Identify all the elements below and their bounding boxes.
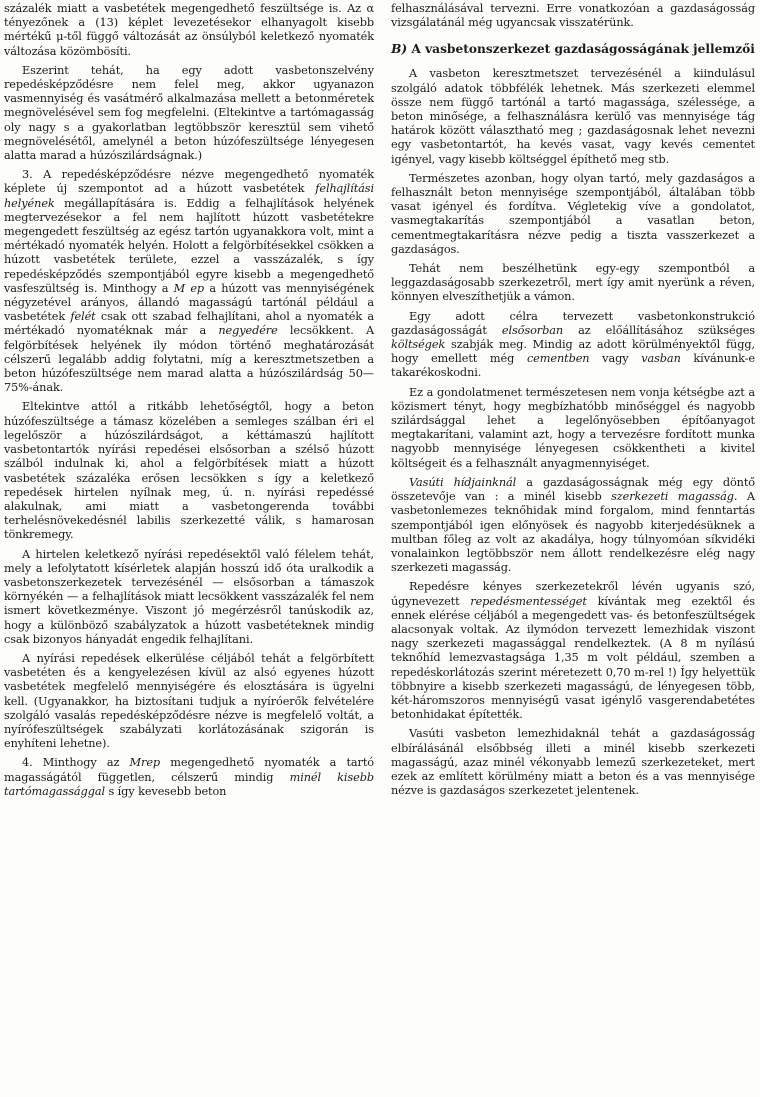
text-run: vagy (589, 352, 642, 366)
text-run: 4. Minthogy az (22, 756, 130, 770)
text-run: megállapítására is. Eddig a felhajlítások helyének megtervezésekor a fel nem hajlított húzott vasbetétekre megengedett feszültség az egész tartón ugyanakkora volt, mint a mértékadó nyomaték helyén. Holott a felgörbítésekkel csökken a húzott vasbetétek területe, ezzel a vasszázalék, s így repedésképződés szempontjából egyre kisebb a megengedhető vasfeszültség is. Minthogy a (4, 196, 374, 295)
paragraph: Tehát nem beszélhetünk egy-egy szempontból a leggazdaságosabb szerkezetről, mert így amit nyerünk a réven, könnyen elveszíthetjük a vámon. (391, 262, 755, 304)
paragraph: felhasználásával tervezni. Erre vonatkozóan a gazdaságosság vizsgálatánál még ugyancsak visszatérünk. (391, 2, 755, 30)
paragraph: A hirtelen keletkező nyírási repedésektől való félelem tehát, mely a lefolytatott kísérletek alapján hosszú idő óta uralkodik a vasbetonszerkezetek tervezésénél — elsősorban a támaszok környékén — a felhajlítások miatt lecsökkent vasszázalék fel nem ismert következménye. Viszont jó megérzésről tanúskodik az, hogy a különböző szabályzatok a húzott vasbetéteknek mindig csak bizonyos hányadát engedik felhajlítani. (4, 547, 374, 646)
emphasis: cementben (526, 352, 590, 366)
emphasis: repedésmentességet (470, 594, 587, 608)
text-run: a gazdaságosságnak még egy döntő összetevője van : a minél kisebb (391, 475, 755, 504)
paragraph (4, 168, 374, 395)
text-run: csak ott szabad felhajlítani, ahol a nyomaték a mértékadó nyomatéknak már a (4, 310, 375, 338)
text-run: A vasbetonlemezes teknőhidak mind forgalom, mind fenntartás szempontjából igen előnyösek és nagyobb kiterjedésüknek a multban főleg az volt az akadálya, hogy túlnyomóan síkvidéki vonalainkon legtöbbször nem állott rendelkezésre elég nagy szerkezeti magasság. (391, 490, 755, 575)
text-run: 3. A repedésképződésre nézve megengedhető nyomaték képlete új szempontot ad a húzott vasbetétek (4, 168, 374, 196)
text-run: Egy adott célra tervezett vasbetonkonstrukció gazdaságosságát (391, 309, 755, 337)
emphasis: negyedére (218, 324, 278, 338)
emphasis: Vasúti hídjainknál (409, 475, 517, 489)
text-run: Repedésre kényes szerkezetekről lévén ugyanis szó, úgynevezett (391, 580, 755, 608)
emphasis: szerkezeti magasság. (611, 490, 738, 504)
section-heading (391, 42, 755, 57)
paragraph: Eltekintve attól a ritkább lehetőségtől, hogy a beton húzófeszültsége a támasz közelében a semleges szálban éri el legelőször a húzószilárdságot, a kéttámaszú hajlított vasbetontartók nyírási repedései elsősorban a szélső húzott szálból indulnak ki, ahol a felgörbítések miatt a húzott vasbetétek százaléka erősen lecsökken s így a keletkező repedések hirtelen nyílnak meg, ú. n. nyírási repedéssé alakulnak, ami miatt a vasbetongerenda további terhelésnövekedésnél labilis szerkezetté válik, s hamarosan tönkremegy. (4, 400, 374, 542)
text-run: kívánunk-e takarékoskodni. (391, 352, 755, 380)
emphasis: vasban (641, 352, 681, 366)
paragraph (391, 310, 755, 381)
paragraph: Ez a gondolatmenet természetesen nem vonja kétségbe azt a közismert tényt, hogy megbízhatóbb minőséggel és nagyobb szilárdsággal lehet a legelőnyösebben építőanyagot megtakarítani, valamint azt, hogy a tervezésre fordított munka nagyobb mennyisége lényegesen csökkentheti a kivitel költségeit és a felhasznált anyagmennyiséget. (391, 385, 755, 470)
text-run: a húzott vas mennyiségének négyzetével arányos, állandó magasságú tartónál például a vasbetétek (4, 281, 374, 324)
right-column (391, 2, 755, 803)
text-run: s így kevesebb beton (104, 784, 227, 798)
emphasis: minél kisebb tartómagassággal (4, 770, 374, 798)
heading-text: A vasbetonszerkezet gazdaságosságának jellemzői (411, 42, 755, 57)
paragraph: Természetes azonban, hogy olyan tartó, mely gazdaságos a felhasznált beton mennyisége szempontjából, általában több vasat igényel és fordítva. Végletekig víve a gondolatot, vasmegtakarítás szempontjából a vasatlan beton, cementmegtakarításra nézve pedig a tiszta vasszerkezet a gazdaságos. (391, 171, 755, 256)
left-column (4, 2, 374, 804)
paragraph: százalék miatt a vasbetétek megengedhető feszültsége is. Az α tényezőnek a (13) képlet levezetésekor elhanyagolt kisebb mértékű μ-től függő változását az önsúlyból keletkező nyomaték változása közömbösíti. (4, 2, 374, 58)
paragraph (391, 476, 755, 575)
emphasis: felét (70, 310, 96, 324)
emphasis: M ep (173, 281, 205, 295)
emphasis: elsősorban (501, 323, 564, 337)
emphasis: Mrep (129, 756, 161, 770)
text-run: az előállításához szükséges (563, 323, 755, 337)
paragraph (391, 580, 755, 722)
text-run: megengedhető nyomaték a tartó magasságától független, célszerű mindig (4, 756, 374, 784)
paragraph (4, 756, 374, 799)
text-run: szabják meg. Mindig az adott körülményektől függ, hogy emellett még (391, 338, 755, 366)
paragraph: Vasúti vasbeton lemezhidaknál tehát a gazdaságosság elbírálásánál elsőbbség illeti a minél kisebb szerkezeti magasságú, azaz minél vékonyabb lemezű szerkezeteket, mert ezek az említett körülmény miatt a beton és a vas mennyisége nézve is gazdaságos szerkezetet jelentenek. (391, 727, 755, 798)
text-run: kívántak meg ezektől és ennek elérése céljából a megengedett vas- és betonfeszültségek alacsonyak voltak. Az ilymódon tervezett lemezhidak viszont nagy szerkezeti magassággal rendelkeztek. (A 8 m nyílású teknőhíd lemezvastagsága 1,35 m volt például, szemben a repedéskorlátozás szerint méretezett 0,70 m-rel !) Így helyettük többnyire a kisebb szerkezeti magasságú, de lényegesen több, két-háromszoros mennyiségű vasat igénylő vasgerendabetétes betonhidakat építették. (391, 594, 756, 722)
heading-number: B) (391, 42, 408, 57)
paragraph: Eszerint tehát, ha egy adott vasbetonszelvény repedésképződésre nem felel meg, akkor ugyanazon vasmennyiség és vasátmérő alkalmazása mellett a betonméretek megnövelésével sem fog megfelelni. (Eltekintve a tartómagasság oly nagy s a gyakorlatban legtöbbször keresztül sem vihető megnövelésétől, amelynél a beton húzófeszültsége lényegesen alatta marad a húzószilárdságnak.) (4, 63, 374, 163)
text-run: lecsökkent. A felgörbítések helyének ily módon történő meghatározását célszerű legalább addig folytatni, míg a keresztmetszetben a beton húzófeszültsége nem marad alatta a húzószilárdság 50—75%-ának. (4, 324, 374, 395)
paragraph: A nyírási repedések elkerülése céljából tehát a felgörbített vasbetéten és a kengyelezésen kívül az alsó egyenes húzott vasbetétek megfelelő mennyiségére és elosztására is ügyelni kell. (Ugyanakkor, ha biztosítani tudjuk a nyíróerők felvételére szolgáló vasalás repedésképződésre nézve is megfelelő voltát, a nyírófeszültségek szabályzati korlátozásának szigorán is enyhíteni lehetne). (4, 651, 374, 751)
paragraph: A vasbeton keresztmetszet tervezésénél a kiindulásul szolgáló adatok többfélék lehetnek. Más szerkezeti elemmel össze nem függő tartónál a tartó magassága, szélessége, a beton minősége, a felhasználásra kerülő vas mennyisége tág határok között választható meg ; gazdaságosnak lehet nevezni egy vasbetontartót, ha kevés vasat, vagy kevés cementet igényel, vagy kisebb költséggel építhető meg stb. (391, 67, 755, 166)
emphasis: felhajlítási helyének (4, 182, 374, 210)
emphasis: költségek (391, 338, 446, 352)
